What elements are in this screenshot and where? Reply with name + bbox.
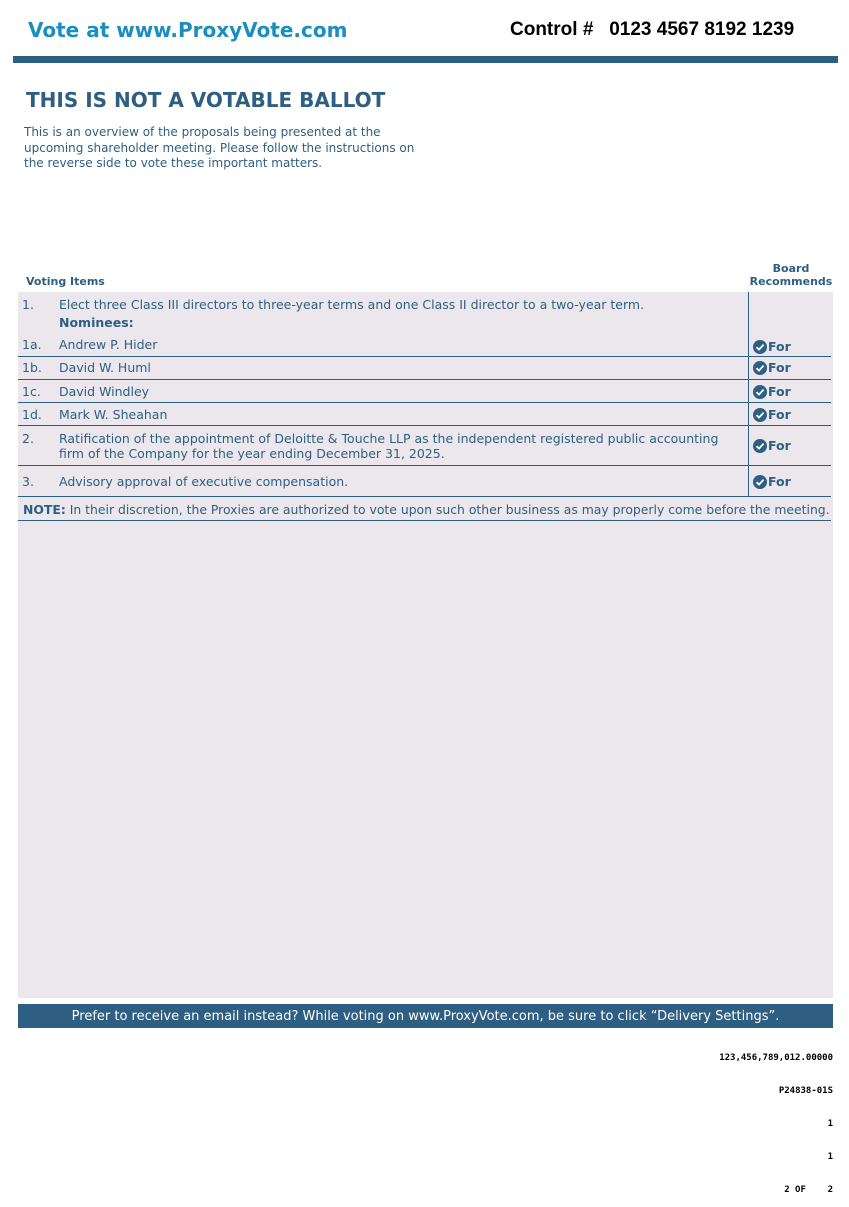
note-row bbox=[18, 497, 831, 521]
nominee-row bbox=[18, 380, 831, 403]
code-line: 1 bbox=[827, 1119, 833, 1129]
board-header-line2: Recommends bbox=[749, 275, 833, 288]
code-line: 2 OF 2 bbox=[784, 1185, 833, 1195]
code-line: 1 bbox=[827, 1152, 833, 1162]
recommendation-label: For bbox=[768, 407, 791, 422]
check-circle-icon bbox=[753, 408, 767, 422]
item-number: 1. bbox=[22, 297, 34, 312]
item-number: 3. bbox=[22, 474, 34, 489]
code-line: P24838-01S bbox=[778, 1086, 833, 1096]
note-text: In their discretion, the Proxies are authorized to vote upon such other business as may properly come before the meeting. bbox=[65, 502, 830, 517]
board-recommends-header bbox=[748, 262, 834, 288]
recommendation-label: For bbox=[768, 384, 791, 399]
recommendation-for bbox=[753, 474, 791, 489]
recommendation-for bbox=[753, 384, 791, 399]
recommendation-for bbox=[753, 438, 791, 453]
nominee-name: Andrew P. Hider bbox=[59, 337, 158, 352]
nominee-number: 1d. bbox=[22, 407, 42, 422]
header-rule bbox=[13, 56, 838, 63]
voting-items-header: Voting Items bbox=[26, 275, 105, 288]
page-title: THIS IS NOT A VOTABLE BALLOT bbox=[26, 88, 386, 112]
control-number bbox=[510, 19, 794, 41]
nominee-row bbox=[18, 403, 831, 426]
note-label: NOTE: bbox=[23, 502, 66, 517]
vote-link[interactable]: Vote at www.ProxyVote.com bbox=[28, 18, 348, 42]
nominee-name: David W. Huml bbox=[59, 360, 151, 375]
recommendation-cell bbox=[748, 380, 832, 402]
nominee-number: 1c. bbox=[22, 384, 41, 399]
recommendation-for bbox=[753, 407, 791, 422]
recommendation-label: For bbox=[768, 474, 791, 489]
recommendation-label: For bbox=[768, 360, 791, 375]
item-text: Ratification of the appointment of Deloitte & Touche LLP as the independent registered public accounting firm of the Company for the year ending December 31, 2025. bbox=[59, 431, 719, 461]
nominees-label: Nominees: bbox=[59, 315, 134, 330]
recommendation-cell bbox=[748, 357, 832, 379]
recommendation-label: For bbox=[768, 438, 791, 453]
item-text: Advisory approval of executive compensation. bbox=[59, 474, 349, 489]
recommendation-label: For bbox=[768, 339, 791, 354]
nominee-row bbox=[18, 357, 831, 380]
check-circle-icon bbox=[753, 361, 767, 375]
code-line: 123,456,789,012.00000 bbox=[719, 1053, 833, 1063]
recommendation-for bbox=[753, 339, 791, 354]
check-circle-icon bbox=[753, 475, 767, 489]
recommendation-cell bbox=[748, 292, 832, 356]
check-circle-icon bbox=[753, 340, 767, 354]
item-3-row bbox=[18, 466, 831, 497]
item-number: 2. bbox=[22, 431, 34, 446]
nominee-name: David Windley bbox=[59, 384, 150, 399]
item-text: Elect three Class III directors to three-year terms and one Class II director to a two-year term. bbox=[59, 297, 645, 312]
recommendation-cell bbox=[748, 466, 832, 496]
delivery-settings-banner: Prefer to receive an email instead? While voting on www.ProxyVote.com, be sure to click “Delivery Settings”. bbox=[18, 1004, 833, 1028]
control-value: 0123 4567 8192 1239 bbox=[609, 19, 795, 40]
document-codes bbox=[719, 1031, 833, 1207]
nominee-name: Mark W. Sheahan bbox=[59, 407, 168, 422]
check-circle-icon bbox=[753, 385, 767, 399]
item-2-row bbox=[18, 426, 831, 466]
check-circle-icon bbox=[753, 439, 767, 453]
item-1-row bbox=[18, 292, 831, 357]
recommendation-cell bbox=[748, 426, 832, 465]
nominee-number: 1a. bbox=[22, 337, 42, 352]
recommendation-for bbox=[753, 360, 791, 375]
nominee-number: 1b. bbox=[22, 360, 42, 375]
control-label: Control # bbox=[510, 19, 594, 40]
intro-text: This is an overview of the proposals being presented at the upcoming shareholder meeting. Please follow the instructions on the reverse side to vote these important matters. bbox=[24, 125, 415, 170]
recommendation-cell bbox=[748, 403, 832, 425]
board-header-line1: Board bbox=[772, 262, 810, 275]
